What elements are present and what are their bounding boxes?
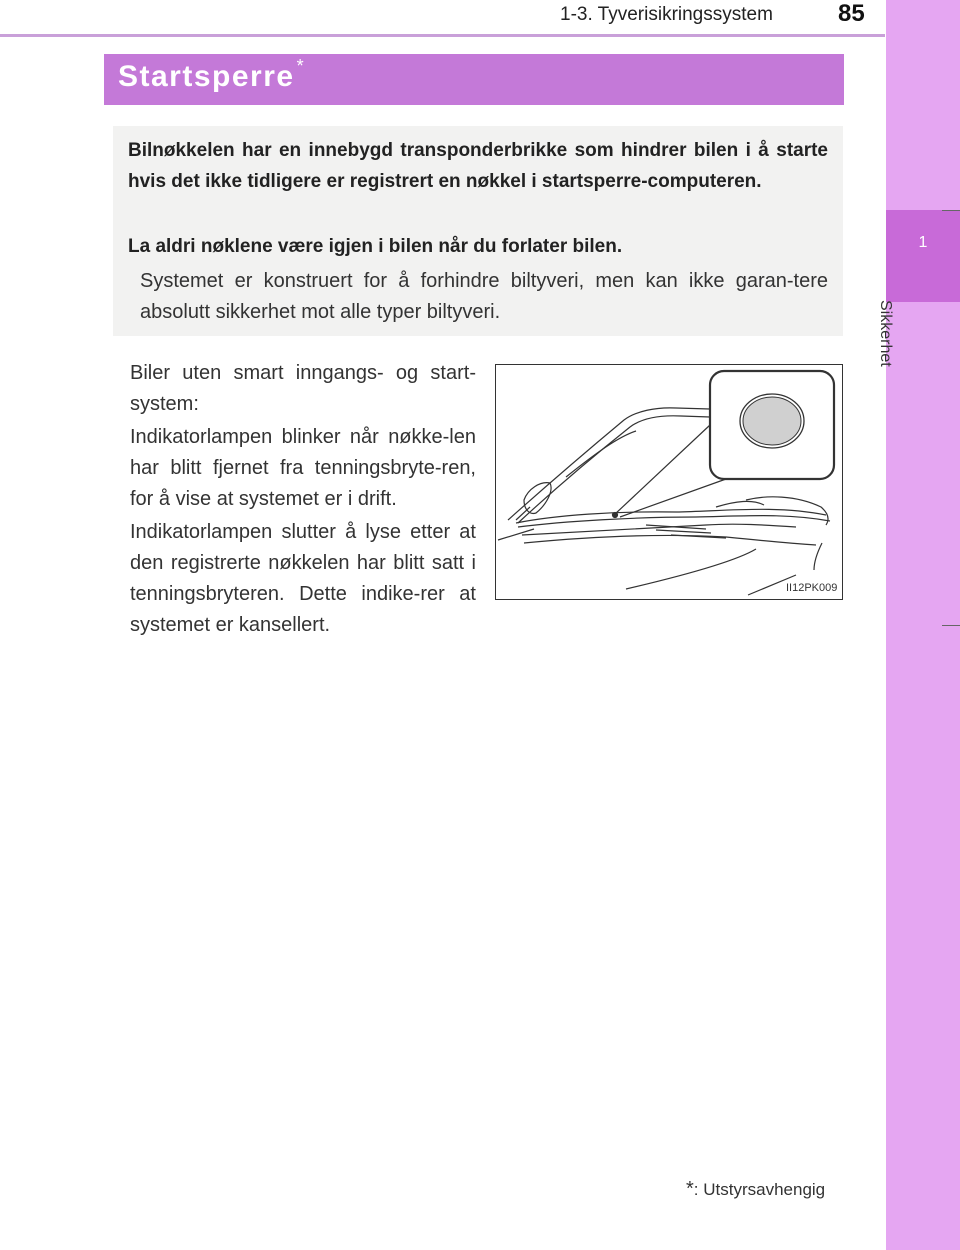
body-paragraph: Indikatorlampen blinker når nøkke-len har blitt fjernet fra tenningsbryte-ren, for å vise at systemet er i drift.	[130, 426, 476, 510]
section-title	[118, 56, 306, 94]
page-number: 85	[838, 0, 865, 27]
intro-warning: La aldri nøklene være igjen i bilen når du forlater bilen.	[128, 236, 623, 257]
section-title-text: Startsperre	[118, 60, 295, 93]
figure-code: II12PK009	[786, 582, 838, 594]
edge-tick-mark	[942, 210, 960, 211]
header-divider	[0, 34, 885, 37]
dashboard-windshield-drawing	[496, 365, 842, 599]
chapter-label	[877, 300, 928, 390]
header-section-title: 1-3. Tyverisikringssystem	[560, 4, 773, 25]
chapter-label-text: Sikkerhet	[877, 300, 894, 367]
chapter-number-tab	[886, 210, 960, 302]
body-paragraph: Biler uten smart inngangs- og start-system:	[130, 362, 476, 415]
intro-note: Systemet er konstruert for å forhindre biltyveri, men kan ikke garan-tere absolutt sikkerhet mot alle typer biltyveri.	[140, 270, 828, 323]
chapter-number: 1	[918, 234, 928, 251]
footnote-text: : Utstyrsavhengig	[693, 1180, 826, 1199]
footnote-asterisk: *	[686, 1178, 694, 1200]
indicator-light-illustration	[495, 364, 843, 600]
equipment-asterisk: *	[296, 56, 306, 76]
body-paragraph: Indikatorlampen slutter å lyse etter at den registrerte nøkkelen har blitt satt i tenningsbryteren. Dette indike-rer at systemet er kansellert.	[130, 521, 476, 636]
edge-tick-mark	[942, 625, 960, 626]
footnote	[686, 1178, 825, 1201]
intro-paragraph: Bilnøkkelen har en innebygd transponderbrikke som hindrer bilen i å starte hvis det ikke tidligere er registrert en nøkkel i startsperre-computeren.	[128, 140, 828, 192]
